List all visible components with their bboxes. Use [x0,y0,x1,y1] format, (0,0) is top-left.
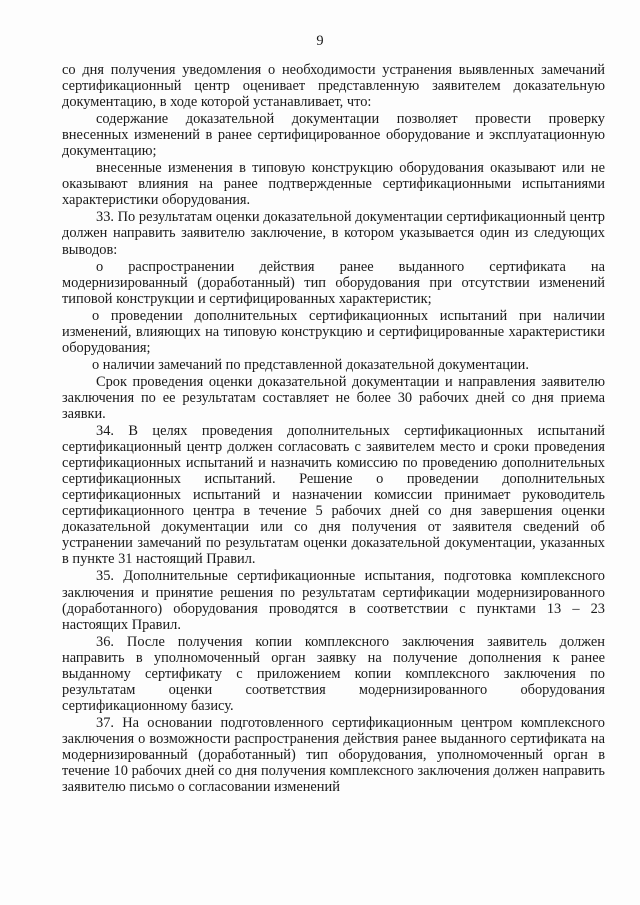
paragraph-item-36: 36. После получения копии комплексного заключения заявитель должен направить в уполномоченный орган заявку на получение дополнения к ранее выданному сертификату с приложением копии комплексного заключения по результатам оценки соответствия модернизированного оборудования сертификационному базису. [62,633,605,714]
paragraph: о наличии замечаний по представленной доказательной документации. [92,356,529,373]
paragraph: о проведении дополнительных сертификационных испытаний при наличии изменений, влияющих на типовую конструкцию и сертифицированные характеристики оборудования; [62,307,605,356]
page-number: 9 [316,33,324,49]
paragraph: внесенные изменения в типовую конструкцию оборудования оказывают или не оказывают влияния на ранее подтвержденные сертификационными испытаниями характеристики оборудования. [62,160,605,209]
document-body [62,62,605,796]
paragraph: о распространении действия ранее выданного сертификата на модернизированный (доработанный) тип оборудования при отсутствии изменений типовой конструкции и сертифицированных характеристик; [62,258,605,307]
paragraph-item-35: 35. Дополнительные сертификационные испытания, подготовка комплексного заключения и принятие решения по результатам сертификации модернизированного (доработанного) оборудования проводятся в соответствии с пунктами 13 – 23 настоящих Правил. [62,568,605,633]
paragraph: содержание доказательной документации позволяет провести проверку внесенных изменений в ранее сертифицированное оборудование и эксплуатационную документацию; [62,111,605,160]
paragraph-item-34: 34. В целях проведения дополнительных сертификационных испытаний сертификационный центр должен согласовать с заявителем место и сроки проведения сертификационных испытаний и назначить комиссию по проведению дополнительных сертификационных испытаний. Решение о проведении дополнительных сертификационных испытаний и назначении комиссии принимает руководитель сертификационного центра в течение 5 рабочих дней со дня завершения оценки доказательной документации или со дня получения от заявителя сведений об устранении замечаний по результатам оценки доказательной документации, указанных в пункте 31 настоящий Правил. [62,423,605,568]
paragraph-item-33: 33. По результатам оценки доказательной документации сертификационный центр должен направить заявителю заключение, в котором указывается один из следующих выводов: [62,209,605,258]
paragraph-item-37: 37. На основании подготовленного сертификационным центром комплексного заключения о возможности распространения действия ранее выданного сертификата на модернизированный (доработанный) тип оборудования, уполномоченный орган в течение 10 рабочих дней со дня получения комплексного заключения должен направить заявителю письмо о согласовании изменений [62,714,605,796]
paragraph: Срок проведения оценки доказательной документации и направления заявителю заключения по ее результатам составляет не более 30 рабочих дней со дня приема заявки. [62,373,605,422]
paragraph: со дня получения уведомления о необходимости устранения выявленных замечаний сертификационный центр оценивает представленную заявителем доказательную документацию, в ходе которой устанавливает, что: [62,62,605,111]
